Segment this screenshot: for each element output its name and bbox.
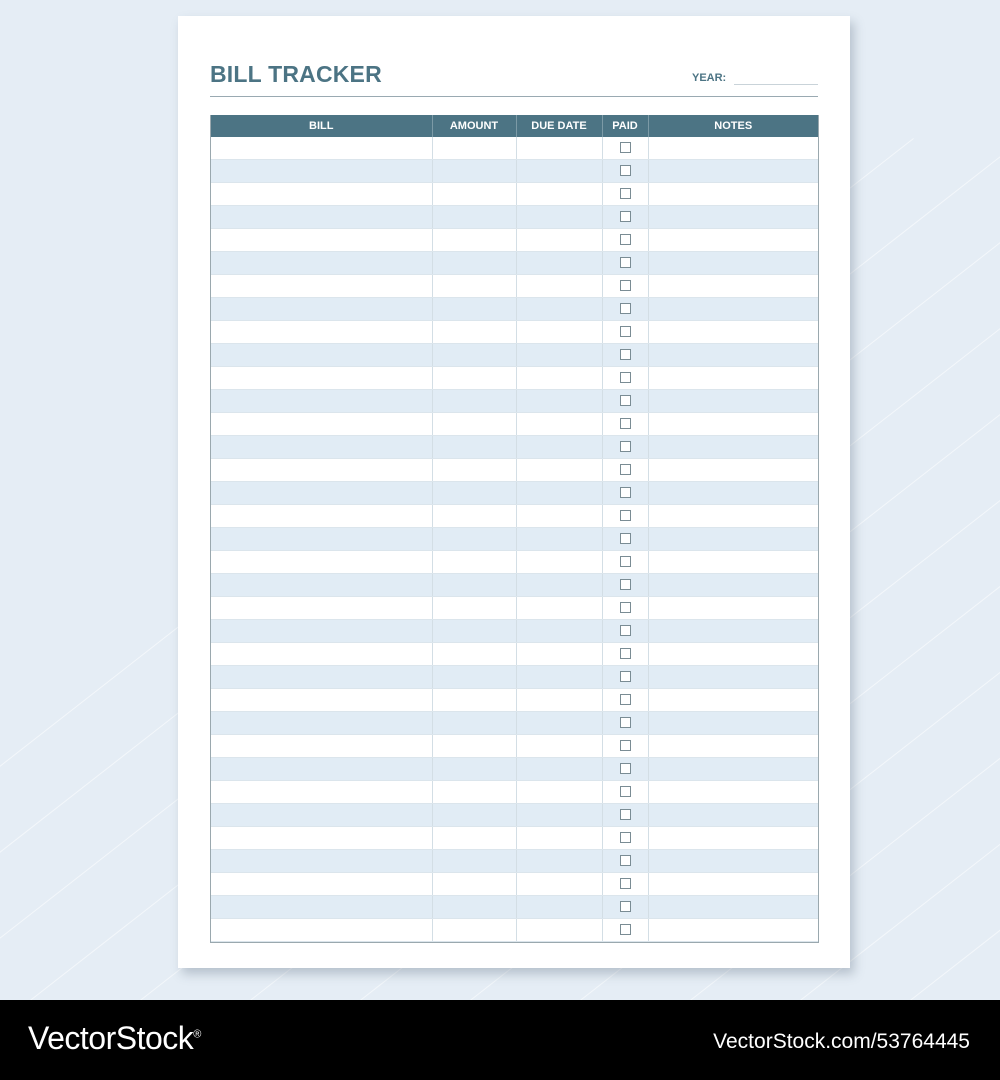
due-date-cell[interactable] (516, 390, 602, 413)
notes-cell[interactable] (648, 896, 818, 919)
bill-cell[interactable] (211, 827, 432, 850)
bill-cell[interactable] (211, 804, 432, 827)
paid-cell (602, 482, 648, 505)
bill-cell[interactable] (211, 781, 432, 804)
notes-cell[interactable] (648, 689, 818, 712)
amount-cell[interactable] (432, 781, 516, 804)
amount-cell[interactable] (432, 183, 516, 206)
bill-cell[interactable] (211, 459, 432, 482)
notes-cell[interactable] (648, 459, 818, 482)
notes-cell[interactable] (648, 137, 818, 160)
paid-checkbox[interactable] (620, 809, 631, 820)
amount-cell[interactable] (432, 551, 516, 574)
paid-checkbox[interactable] (620, 556, 631, 567)
bill-cell[interactable] (211, 896, 432, 919)
due-date-cell[interactable] (516, 436, 602, 459)
table-row (211, 390, 818, 413)
paid-cell (602, 896, 648, 919)
table-row (211, 873, 818, 896)
title-divider (210, 96, 818, 97)
paid-cell (602, 597, 648, 620)
paid-cell (602, 298, 648, 321)
notes-cell[interactable] (648, 919, 818, 942)
paid-checkbox[interactable] (620, 625, 631, 636)
footer-brand (28, 1020, 201, 1057)
paid-checkbox[interactable] (620, 855, 631, 866)
table-row (211, 505, 818, 528)
due-date-cell[interactable] (516, 321, 602, 344)
table-row (211, 137, 818, 160)
paid-checkbox[interactable] (620, 671, 631, 682)
due-date-cell[interactable] (516, 275, 602, 298)
paid-checkbox[interactable] (620, 924, 631, 935)
amount-cell[interactable] (432, 758, 516, 781)
paid-checkbox[interactable] (620, 878, 631, 889)
amount-cell[interactable] (432, 505, 516, 528)
table-row (211, 413, 818, 436)
amount-cell[interactable] (432, 620, 516, 643)
paid-checkbox[interactable] (620, 510, 631, 521)
bill-cell[interactable] (211, 689, 432, 712)
table-row (211, 229, 818, 252)
notes-cell[interactable] (648, 850, 818, 873)
notes-cell[interactable] (648, 252, 818, 275)
paid-cell (602, 781, 648, 804)
due-date-cell[interactable] (516, 666, 602, 689)
notes-cell[interactable] (648, 827, 818, 850)
paid-cell (602, 413, 648, 436)
due-date-cell[interactable] (516, 413, 602, 436)
due-date-cell[interactable] (516, 850, 602, 873)
due-date-cell[interactable] (516, 367, 602, 390)
table-row (211, 482, 818, 505)
bill-cell[interactable] (211, 850, 432, 873)
amount-cell[interactable] (432, 321, 516, 344)
watermark-footer (0, 1000, 1000, 1080)
table-row (211, 206, 818, 229)
due-date-cell[interactable] (516, 758, 602, 781)
paid-checkbox[interactable] (620, 901, 631, 912)
amount-cell[interactable] (432, 574, 516, 597)
table-row (211, 252, 818, 275)
due-date-cell[interactable] (516, 183, 602, 206)
column-header-amount: AMOUNT (432, 115, 516, 137)
paid-cell (602, 689, 648, 712)
due-date-cell[interactable] (516, 459, 602, 482)
notes-cell[interactable] (648, 574, 818, 597)
paid-cell (602, 735, 648, 758)
amount-cell[interactable] (432, 459, 516, 482)
paid-cell (602, 206, 648, 229)
amount-cell[interactable] (432, 643, 516, 666)
paid-cell (602, 666, 648, 689)
page-title: BILL TRACKER (210, 61, 382, 87)
due-date-cell[interactable] (516, 574, 602, 597)
bill-cell[interactable] (211, 505, 432, 528)
notes-cell[interactable] (648, 367, 818, 390)
bill-cell[interactable] (211, 758, 432, 781)
notes-cell[interactable] (648, 712, 818, 735)
paid-checkbox[interactable] (620, 763, 631, 774)
table-row (211, 528, 818, 551)
table-row (211, 620, 818, 643)
notes-cell[interactable] (648, 482, 818, 505)
amount-cell[interactable] (432, 344, 516, 367)
bill-table (211, 115, 818, 942)
paid-checkbox[interactable] (620, 211, 631, 222)
bill-cell[interactable] (211, 574, 432, 597)
bill-cell[interactable] (211, 712, 432, 735)
paid-checkbox[interactable] (620, 234, 631, 245)
amount-cell[interactable] (432, 873, 516, 896)
table-row (211, 436, 818, 459)
table-row (211, 689, 818, 712)
amount-cell[interactable] (432, 275, 516, 298)
notes-cell[interactable] (648, 229, 818, 252)
column-header-paid: PAID (602, 115, 648, 137)
table-row (211, 298, 818, 321)
table-row (211, 275, 818, 298)
bill-cell[interactable] (211, 436, 432, 459)
due-date-cell[interactable] (516, 528, 602, 551)
amount-cell[interactable] (432, 206, 516, 229)
notes-cell[interactable] (648, 758, 818, 781)
amount-cell[interactable] (432, 390, 516, 413)
paid-checkbox[interactable] (620, 395, 631, 406)
due-date-cell[interactable] (516, 620, 602, 643)
paid-checkbox[interactable] (620, 280, 631, 291)
notes-cell[interactable] (648, 436, 818, 459)
table-row (211, 597, 818, 620)
notes-cell[interactable] (648, 413, 818, 436)
bill-cell[interactable] (211, 298, 432, 321)
bill-cell[interactable] (211, 275, 432, 298)
paid-cell (602, 505, 648, 528)
notes-cell[interactable] (648, 298, 818, 321)
paid-checkbox[interactable] (620, 326, 631, 337)
due-date-cell[interactable] (516, 689, 602, 712)
paid-checkbox[interactable] (620, 303, 631, 314)
paid-cell (602, 551, 648, 574)
amount-cell[interactable] (432, 804, 516, 827)
amount-cell[interactable] (432, 367, 516, 390)
due-date-cell[interactable] (516, 781, 602, 804)
bill-cell[interactable] (211, 528, 432, 551)
notes-cell[interactable] (648, 620, 818, 643)
notes-cell[interactable] (648, 735, 818, 758)
registered-mark: ® (193, 1028, 201, 1041)
due-date-cell[interactable] (516, 160, 602, 183)
table-row (211, 574, 818, 597)
notes-cell[interactable] (648, 275, 818, 298)
table-row (211, 666, 818, 689)
due-date-cell[interactable] (516, 712, 602, 735)
amount-cell[interactable] (432, 252, 516, 275)
amount-cell[interactable] (432, 712, 516, 735)
bill-cell[interactable] (211, 137, 432, 160)
amount-cell[interactable] (432, 298, 516, 321)
paid-checkbox[interactable] (620, 441, 631, 452)
paid-checkbox[interactable] (620, 740, 631, 751)
paid-cell (602, 160, 648, 183)
paid-cell (602, 183, 648, 206)
paid-checkbox[interactable] (620, 648, 631, 659)
column-header-bill: BILL (211, 115, 432, 137)
bill-cell[interactable] (211, 643, 432, 666)
paid-checkbox[interactable] (620, 533, 631, 544)
notes-cell[interactable] (648, 183, 818, 206)
amount-cell[interactable] (432, 229, 516, 252)
bill-cell[interactable] (211, 206, 432, 229)
amount-cell[interactable] (432, 436, 516, 459)
amount-cell[interactable] (432, 827, 516, 850)
notes-cell[interactable] (648, 321, 818, 344)
due-date-cell[interactable] (516, 919, 602, 942)
bill-cell[interactable] (211, 390, 432, 413)
bill-cell[interactable] (211, 551, 432, 574)
amount-cell[interactable] (432, 850, 516, 873)
table-row (211, 367, 818, 390)
year-label: YEAR: (692, 72, 727, 84)
bill-cell[interactable] (211, 666, 432, 689)
paid-checkbox[interactable] (620, 372, 631, 383)
amount-cell[interactable] (432, 160, 516, 183)
notes-cell[interactable] (648, 551, 818, 574)
bill-cell[interactable] (211, 344, 432, 367)
paid-cell (602, 137, 648, 160)
bill-cell[interactable] (211, 183, 432, 206)
paid-cell (602, 804, 648, 827)
paid-checkbox[interactable] (620, 464, 631, 475)
table-row (211, 712, 818, 735)
notes-cell[interactable] (648, 873, 818, 896)
due-date-cell[interactable] (516, 206, 602, 229)
due-date-cell[interactable] (516, 482, 602, 505)
table-row (211, 758, 818, 781)
bill-table-container (210, 115, 819, 943)
amount-cell[interactable] (432, 919, 516, 942)
bill-cell[interactable] (211, 321, 432, 344)
paid-checkbox[interactable] (620, 142, 631, 153)
bill-cell[interactable] (211, 919, 432, 942)
due-date-cell[interactable] (516, 344, 602, 367)
footer-brand-name: VectorStock (28, 1020, 194, 1056)
amount-cell[interactable] (432, 528, 516, 551)
year-input-line[interactable] (734, 84, 818, 85)
notes-cell[interactable] (648, 160, 818, 183)
paid-cell (602, 643, 648, 666)
notes-cell[interactable] (648, 643, 818, 666)
table-row (211, 459, 818, 482)
bill-cell[interactable] (211, 413, 432, 436)
table-row (211, 643, 818, 666)
paid-cell (602, 344, 648, 367)
paid-cell (602, 758, 648, 781)
notes-cell[interactable] (648, 781, 818, 804)
paid-checkbox[interactable] (620, 832, 631, 843)
paid-checkbox[interactable] (620, 418, 631, 429)
bill-cell[interactable] (211, 620, 432, 643)
due-date-cell[interactable] (516, 873, 602, 896)
column-header-notes: NOTES (648, 115, 818, 137)
notes-cell[interactable] (648, 344, 818, 367)
paid-cell (602, 712, 648, 735)
bill-cell[interactable] (211, 367, 432, 390)
paid-cell (602, 367, 648, 390)
bill-cell[interactable] (211, 482, 432, 505)
bill-cell[interactable] (211, 597, 432, 620)
amount-cell[interactable] (432, 896, 516, 919)
table-body (211, 137, 818, 942)
table-row (211, 804, 818, 827)
due-date-cell[interactable] (516, 229, 602, 252)
paid-cell (602, 390, 648, 413)
amount-cell[interactable] (432, 482, 516, 505)
table-row (211, 827, 818, 850)
paid-checkbox[interactable] (620, 786, 631, 797)
paid-cell (602, 229, 648, 252)
paid-checkbox[interactable] (620, 165, 631, 176)
bill-cell[interactable] (211, 229, 432, 252)
due-date-cell[interactable] (516, 597, 602, 620)
paid-cell (602, 850, 648, 873)
bill-cell[interactable] (211, 735, 432, 758)
due-date-cell[interactable] (516, 551, 602, 574)
due-date-cell[interactable] (516, 505, 602, 528)
table-header-row (211, 115, 818, 137)
amount-cell[interactable] (432, 666, 516, 689)
paid-cell (602, 919, 648, 942)
paid-checkbox[interactable] (620, 487, 631, 498)
footer-url: VectorStock.com/53764445 (713, 1030, 970, 1053)
due-date-cell[interactable] (516, 643, 602, 666)
bill-tracker-sheet (178, 16, 850, 968)
notes-cell[interactable] (648, 804, 818, 827)
paid-cell (602, 873, 648, 896)
due-date-cell[interactable] (516, 735, 602, 758)
table-row (211, 551, 818, 574)
paid-checkbox[interactable] (620, 349, 631, 360)
amount-cell[interactable] (432, 689, 516, 712)
table-row (211, 183, 818, 206)
table-row (211, 344, 818, 367)
due-date-cell[interactable] (516, 827, 602, 850)
paid-cell (602, 436, 648, 459)
amount-cell[interactable] (432, 597, 516, 620)
table-row (211, 781, 818, 804)
notes-cell[interactable] (648, 528, 818, 551)
paid-cell (602, 252, 648, 275)
paid-cell (602, 528, 648, 551)
paid-cell (602, 827, 648, 850)
paid-checkbox[interactable] (620, 579, 631, 590)
due-date-cell[interactable] (516, 137, 602, 160)
notes-cell[interactable] (648, 666, 818, 689)
notes-cell[interactable] (648, 206, 818, 229)
notes-cell[interactable] (648, 505, 818, 528)
column-header-due-date: DUE DATE (516, 115, 602, 137)
paid-checkbox[interactable] (620, 257, 631, 268)
amount-cell[interactable] (432, 413, 516, 436)
table-row (211, 321, 818, 344)
due-date-cell[interactable] (516, 896, 602, 919)
notes-cell[interactable] (648, 390, 818, 413)
paid-checkbox[interactable] (620, 602, 631, 613)
bill-cell[interactable] (211, 873, 432, 896)
paid-cell (602, 620, 648, 643)
paid-cell (602, 275, 648, 298)
due-date-cell[interactable] (516, 804, 602, 827)
paid-checkbox[interactable] (620, 717, 631, 728)
background-streak (910, 138, 1000, 1000)
paid-cell (602, 459, 648, 482)
bill-cell[interactable] (211, 160, 432, 183)
amount-cell[interactable] (432, 735, 516, 758)
paid-checkbox[interactable] (620, 188, 631, 199)
table-row (211, 160, 818, 183)
bill-cell[interactable] (211, 252, 432, 275)
table-row (211, 919, 818, 942)
paid-cell (602, 321, 648, 344)
due-date-cell[interactable] (516, 298, 602, 321)
amount-cell[interactable] (432, 137, 516, 160)
table-row (211, 735, 818, 758)
table-row (211, 896, 818, 919)
notes-cell[interactable] (648, 597, 818, 620)
paid-checkbox[interactable] (620, 694, 631, 705)
table-row (211, 850, 818, 873)
paid-cell (602, 574, 648, 597)
due-date-cell[interactable] (516, 252, 602, 275)
